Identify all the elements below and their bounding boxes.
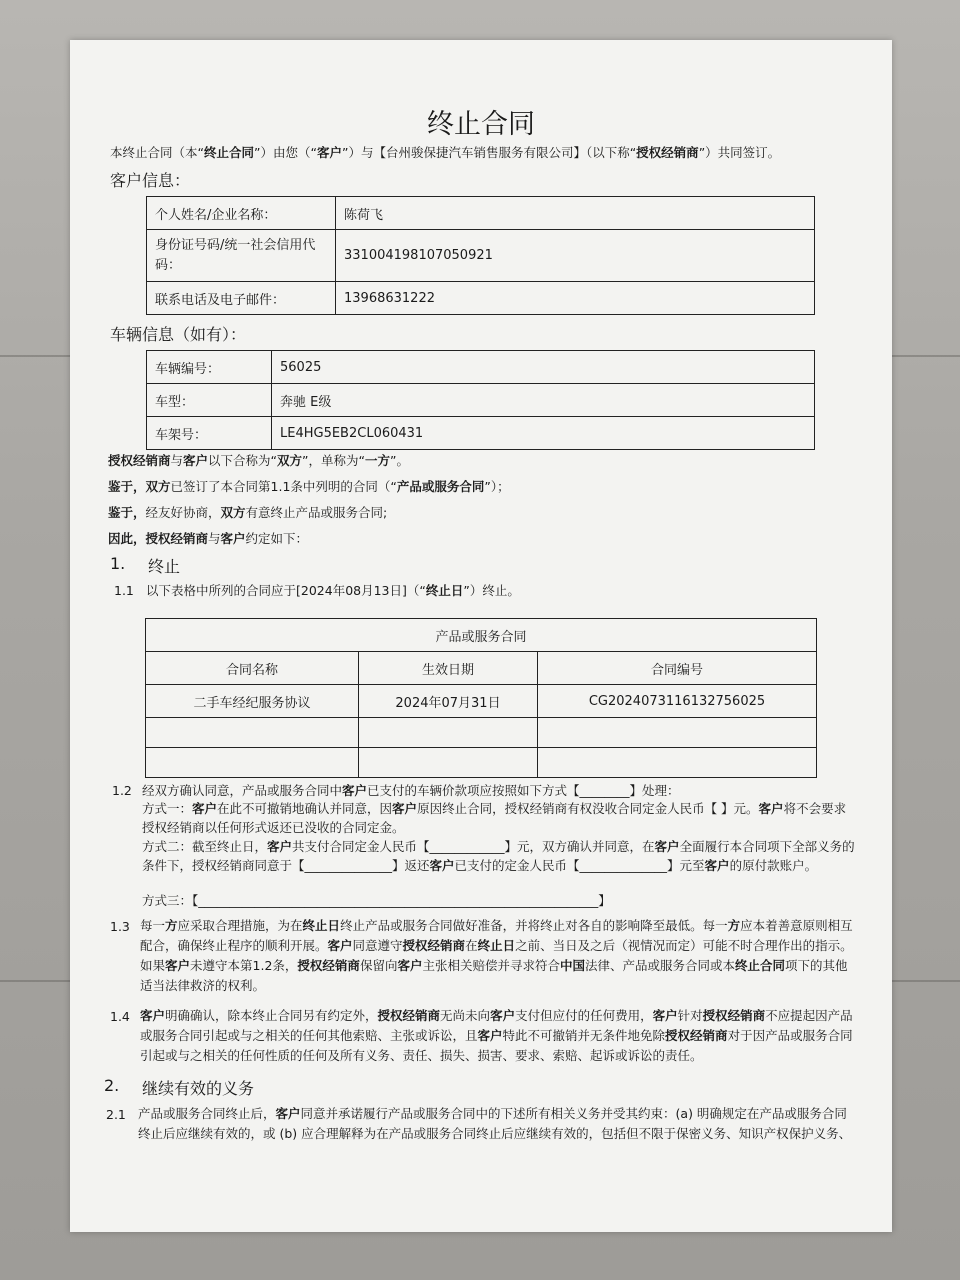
effective-date-cell: 2024年07月31日 xyxy=(359,685,538,718)
document-page xyxy=(70,40,892,1232)
model-label: 车型： xyxy=(147,384,272,417)
clause-1-1-number: 1.1 xyxy=(114,583,134,598)
document-title: 终止合同 xyxy=(427,109,535,140)
table-row xyxy=(147,351,815,384)
clause-1-2-method-3: 方式三：【________________________________________________________________】 xyxy=(142,893,611,908)
contract-number-cell: CG20240731161327560​25 xyxy=(538,685,817,718)
column-contract-number: 合同编号 xyxy=(538,652,817,685)
clause-1-4-number: 1.4 xyxy=(110,1009,130,1024)
contract-table-header: 产品或服务合同 xyxy=(146,619,817,652)
contract-table xyxy=(145,618,817,778)
contact-label: 联系电话及电子邮件： xyxy=(147,282,336,315)
column-contract-name: 合同名称 xyxy=(146,652,359,685)
clause-2-1-number: 2.1 xyxy=(106,1107,126,1122)
table-row xyxy=(147,384,815,417)
clause-1-2-number: 1.2 xyxy=(112,783,132,798)
vehicle-number-value: 56025 xyxy=(272,351,815,384)
table-row-empty xyxy=(146,748,817,778)
vin-value: LE4HG5EB2CL060431 xyxy=(272,417,815,450)
clause-1-2-method-1: 方式一：客户在此不可撤销地确认并同意，因客户原因终止合同，授权经销商有权没收合同定金人民币【 】元。客户将不会要求授权经销商以任何形式返还已没收的合同定金。 xyxy=(142,801,847,835)
intro-paragraph: 本终止合同（本“终止合同”）由您（“客户”）与【台州骏保捷汽车销售服务有限公司】（以下称“授权经销商”）共同签订。 xyxy=(110,145,781,160)
table-row xyxy=(147,282,815,315)
table-header-row xyxy=(146,619,817,652)
clause-1-3-number: 1.3 xyxy=(110,919,130,934)
vin-label: 车架号： xyxy=(147,417,272,450)
section-1-number: 1. xyxy=(110,554,126,573)
model-value: 奔驰 E级 xyxy=(272,384,815,417)
contract-name-cell: 二手车经纪服务协议 xyxy=(146,685,359,718)
section-2-number: 2. xyxy=(104,1076,120,1095)
clause-1-1-text: 以下表格中所列的合同应于[2024年08月13日]（“终止日”）终止。 xyxy=(146,583,520,598)
recital-whereas-2: 鉴于，经友好协商，双方有意终止产品或服务合同; xyxy=(108,505,388,520)
table-row-empty xyxy=(146,718,817,748)
vehicle-number-label: 车辆编号： xyxy=(147,351,272,384)
clause-2-1-text: 产品或服务合同终止后，客户同意并承诺履行产品或服务合同中的下述所有相关义务并受其约束：(a) 明确规定在产品或服务合同终止后应继续有效的，或 (b) 应合理解释为在产品或服务合同终止后应继续有效的，包括但不限于保密义务、知识产权保护义务、 xyxy=(138,1106,852,1141)
table-row xyxy=(147,230,815,282)
section-2-title: 继续有效的义务 xyxy=(142,1079,255,1098)
clause-1-3-text: 每一方应采取合理措施，为在终止日终止产品或服务合同做好准备，并将终止对各自的影响降至最低。每一方应本着善意原则相互配合，确保终止程序的顺利开展。客户同意遵守授权经销商在终止日之前、当日及之后（视情况而定）可能不时合理作出的指示。如果客户未遵守本第1.2条，授权经销商保留向客户主张相关赔偿并寻求符合中国法律、产品或服务合同或本终止合同项下的其他适当法律救济的权利。 xyxy=(140,918,853,993)
id-label: 身份证号码/统一社会信用代码： xyxy=(147,230,336,282)
vehicle-info-table xyxy=(146,350,815,450)
recital-parties: 授权经销商与客户以下合称为“双方”，单称为“一方”。 xyxy=(108,453,409,468)
recital-whereas-1: 鉴于，双方已签订了本合同第1.1条中列明的合同（“产品或服务合同”）； xyxy=(108,479,510,494)
id-value: 331004198107050921 xyxy=(336,230,815,282)
clause-1-2-method-2: 方式二：截至终止日，客户共支付合同定金人民币【____________】元，双方确认并同意，在客户全面履行本合同项下全部义务的条件下，授权经销商同意于【______________】返还客户已支付的定金人民币【______________】元至客户的原付款账户。 xyxy=(142,839,855,873)
recital-therefore: 因此，授权经销商与客户约定如下： xyxy=(108,531,309,546)
section-1-title: 终止 xyxy=(148,557,181,576)
table-columns-row xyxy=(146,652,817,685)
clause-1-2-text: 经双方确认同意，产品或服务合同中客户已支付的车辆价款项应按照如下方式【________】处理： xyxy=(142,783,680,798)
table-row xyxy=(147,197,815,230)
name-value: 陈荷飞 xyxy=(336,197,815,230)
table-row xyxy=(146,685,817,718)
customer-info-table xyxy=(146,196,815,315)
name-label: 个人姓名/企业名称： xyxy=(147,197,336,230)
contact-value: 13968631222 xyxy=(336,282,815,315)
table-row xyxy=(147,417,815,450)
column-effective-date: 生效日期 xyxy=(359,652,538,685)
vehicle-info-heading: 车辆信息（如有）： xyxy=(110,325,247,344)
customer-info-heading: 客户信息： xyxy=(110,171,191,190)
clause-1-4-text: 客户明确确认，除本终止合同另有约定外，授权经销商无尚未向客户支付但应付的任何费用，客户针对授权经销商不应提起因产品或服务合同引起或与之相关的任何其他索赔、主张或诉讼，且客户特此不可撤销并无条件地免除授权经销商对于因产品或服务合同引起或与之相关的任何性质的任何及所有义务、责任、损失、损害、要求、索赔、起诉或诉讼的责任。 xyxy=(140,1008,853,1063)
